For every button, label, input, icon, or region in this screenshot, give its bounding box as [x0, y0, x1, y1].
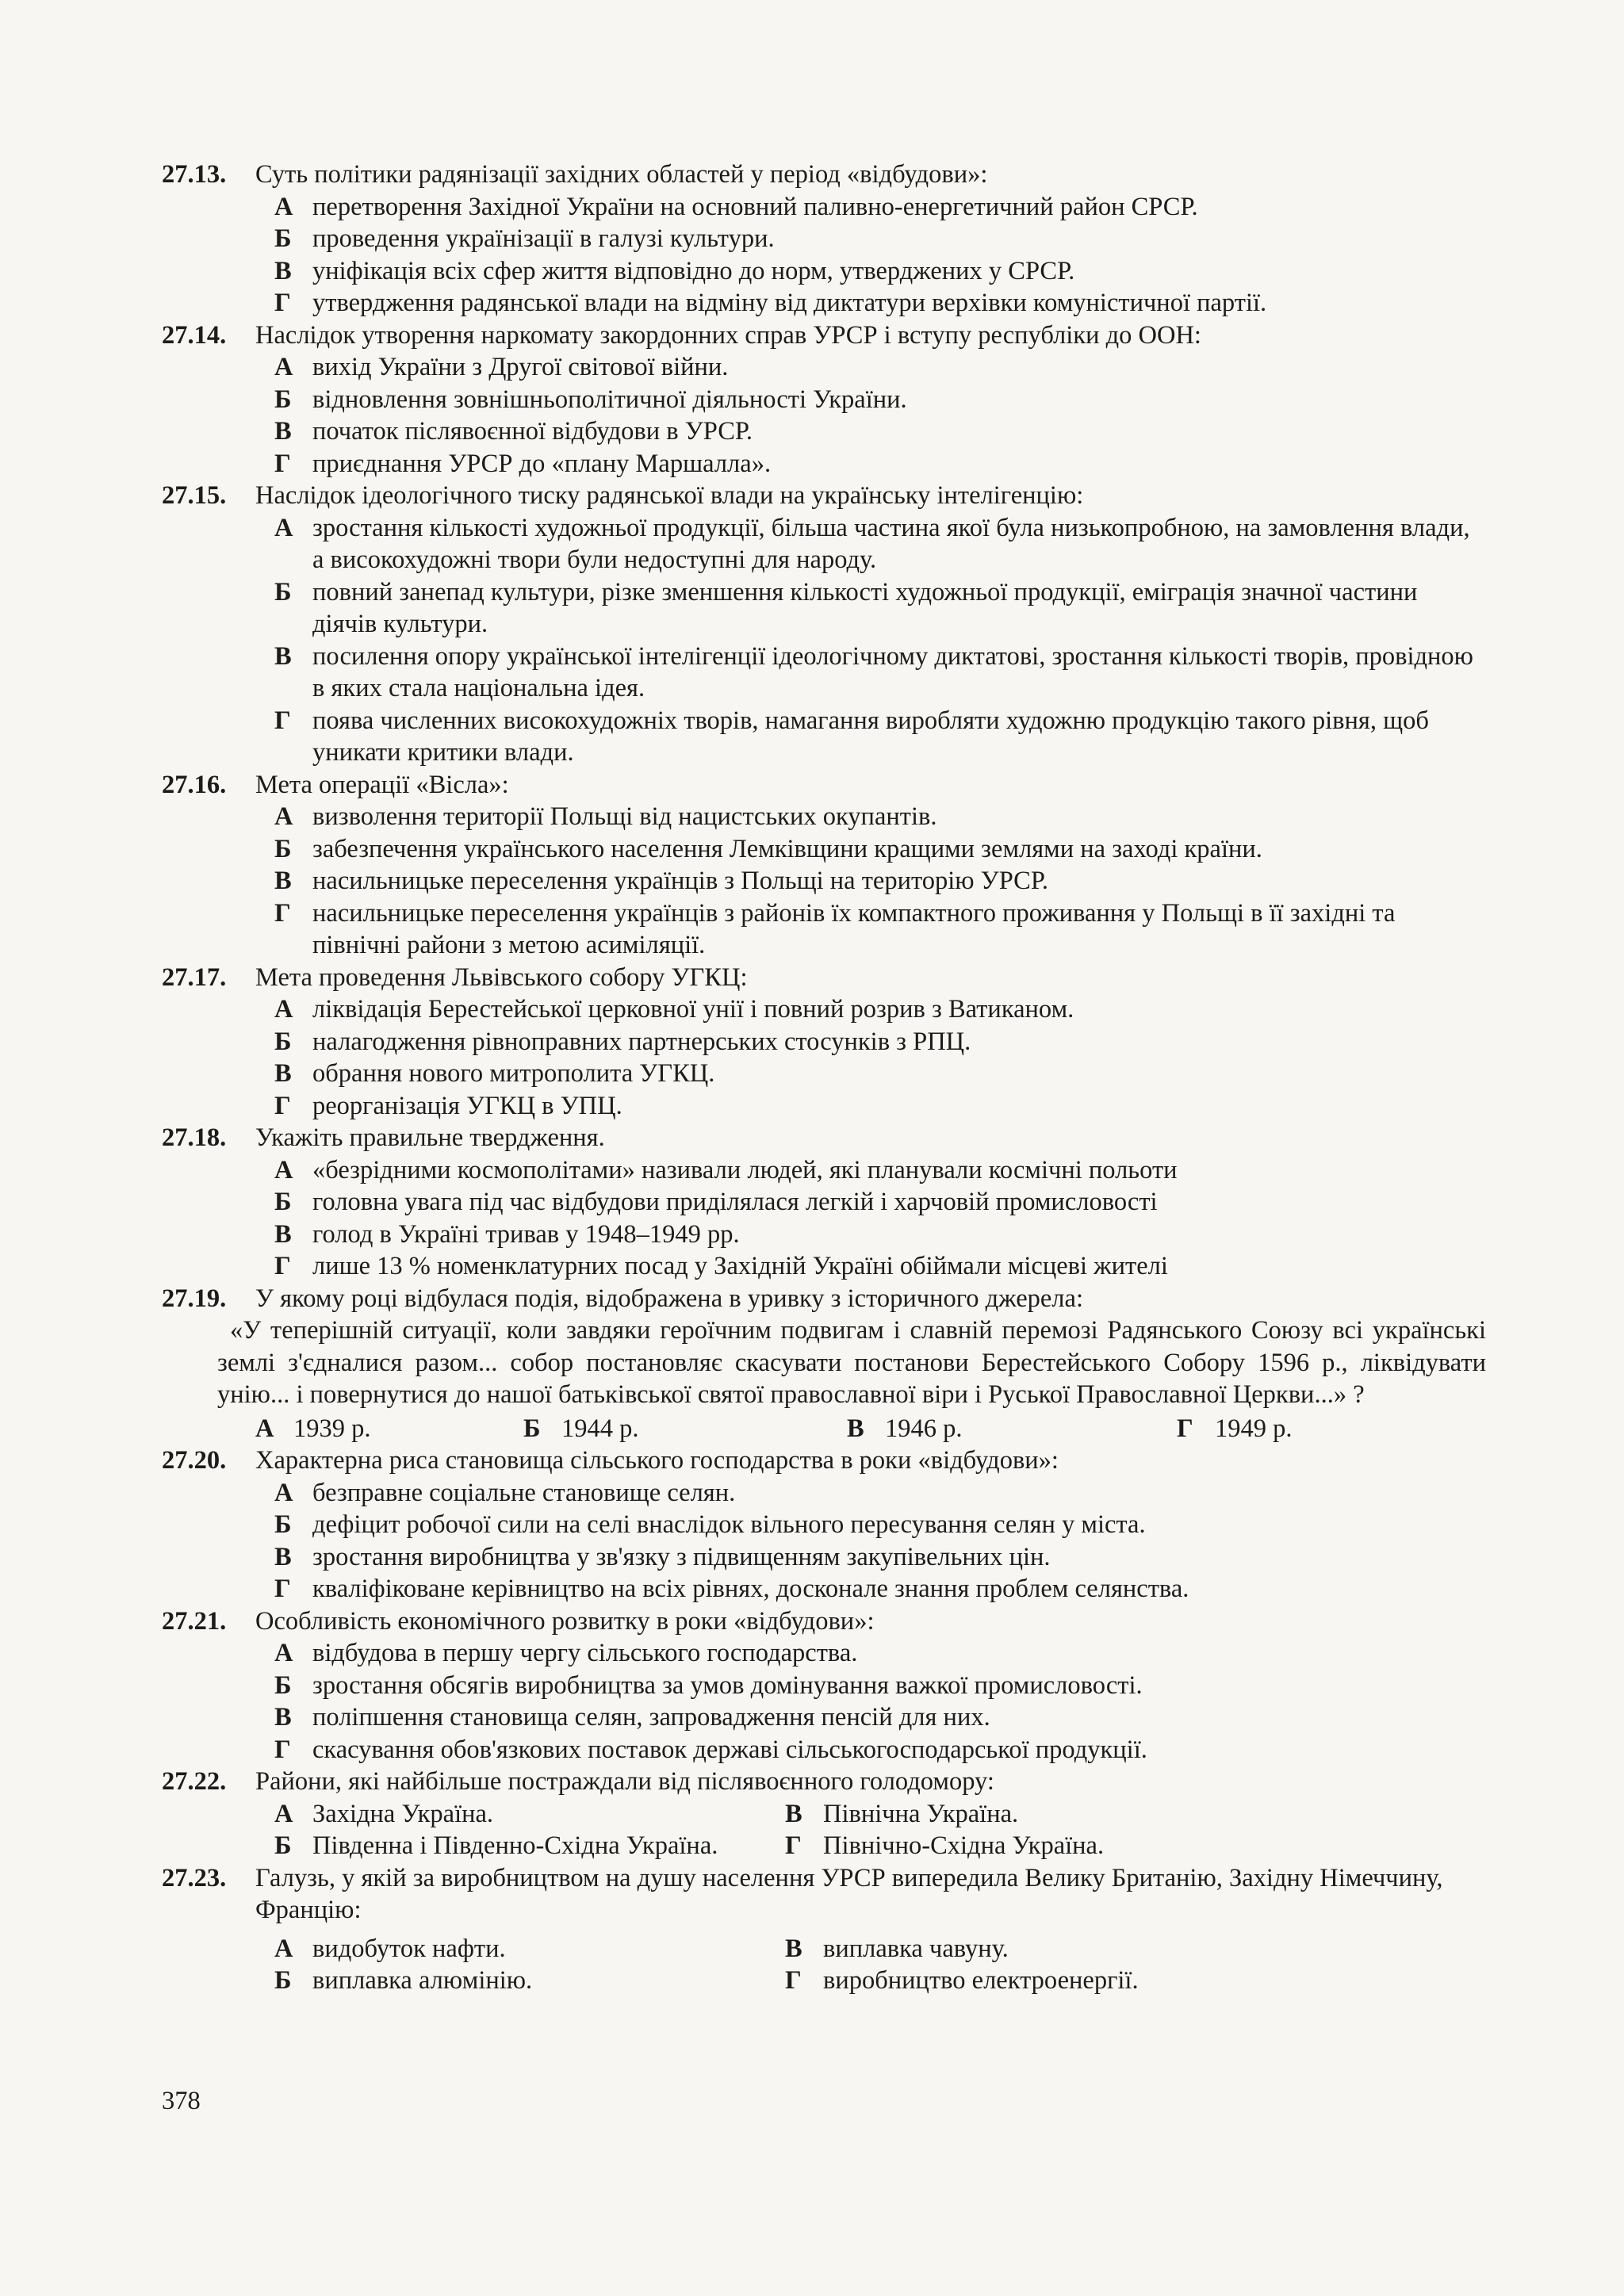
question-block [162, 320, 1486, 480]
option-letter: А [274, 513, 293, 542]
option-letter: В [274, 1219, 292, 1249]
option-letter: Б [274, 577, 292, 607]
answer-option [255, 1509, 1486, 1541]
option-text: відновлення зовнішньополітичної діяльності України. [312, 385, 907, 414]
question-line [162, 480, 1486, 512]
question-list [162, 1445, 1486, 1766]
option-letter: В [785, 1934, 802, 1963]
option-letter: Б [274, 224, 292, 253]
option-text: виплавка алюмінію. [312, 1966, 533, 1995]
option-letter: Г [785, 1831, 802, 1860]
question-27-19 [162, 1283, 1486, 1445]
option-letter: Г [274, 449, 291, 478]
answer-option [255, 1734, 1486, 1766]
answer-option [785, 1830, 1104, 1862]
option-text: 1949 р. [1215, 1414, 1293, 1443]
question-line [162, 1122, 1486, 1154]
option-text: насильницьке переселення українців з районів їх компактного проживання у Польщі в її західні та північні райони з метою асиміляції. [312, 898, 1396, 959]
option-letter: Б [523, 1414, 541, 1443]
answer-option [255, 1219, 1486, 1251]
option-text: відбудова в першу чергу сільського господарства. [312, 1639, 858, 1667]
answer-option [255, 576, 1486, 641]
answer-option [523, 1413, 847, 1445]
option-letter: А [274, 1478, 293, 1507]
option-letter: Г [274, 1575, 291, 1603]
question-line [162, 962, 1486, 994]
option-text: насильницьке переселення українців з Польщі на територію УРСР. [312, 867, 1048, 895]
option-text: 1944 р. [561, 1414, 639, 1443]
question-27-22 [162, 1766, 1486, 1862]
option-text: головна увага під час відбудови приділялася легкій і харчовій промисловості [312, 1188, 1158, 1216]
page-content [162, 159, 1486, 1997]
option-text: кваліфіковане керівництво на всіх рівнях, досконале знання проблем селянства. [312, 1575, 1189, 1603]
question-text: У якому році відбулася подія, відображена в уривку з історичного джерела: [255, 1284, 1083, 1313]
option-letter: А [274, 1799, 293, 1828]
answer-option [274, 1965, 785, 1997]
answer-option [255, 1701, 1486, 1734]
option-letter: Б [274, 1188, 292, 1216]
question-block [162, 1122, 1486, 1283]
question-line [162, 1445, 1486, 1477]
option-letter: В [274, 256, 292, 285]
option-letter: Г [274, 1252, 291, 1280]
question-text: Укажіть правильне твердження. [255, 1123, 605, 1152]
answer-row [255, 1830, 1486, 1862]
answer-option [785, 1965, 1139, 1997]
option-text: утвердження радянської влади на відміну від диктатури верхівки комуністичної партії. [312, 289, 1267, 317]
answer-option [255, 1058, 1486, 1090]
option-text: голод в Україні тривав у 1948–1949 рр. [312, 1219, 740, 1249]
answer-option [255, 351, 1486, 384]
option-letter: Г [274, 1091, 291, 1120]
option-letter: В [785, 1799, 802, 1828]
question-block [162, 769, 1486, 962]
option-letter: А [274, 802, 293, 831]
option-text: Південна і Південно-Східна Україна. [312, 1831, 718, 1860]
answer-option [274, 1798, 785, 1831]
answer-option [274, 1933, 785, 1965]
question-line [162, 159, 1486, 191]
option-text: 1939 р. [293, 1414, 371, 1443]
question-number: 27.15. [162, 481, 227, 510]
question-27-23 [162, 1862, 1486, 1997]
answer-row [255, 1413, 1486, 1445]
answer-option [255, 191, 1486, 224]
option-text: реорганізація УГКЦ в УПЦ. [312, 1091, 622, 1120]
option-letter: В [274, 641, 292, 671]
question-text: Райони, які найбільше постраждали від післявоєнного голодомору: [255, 1767, 994, 1796]
option-letter: Г [785, 1966, 802, 1995]
option-text: «безрідними космополітами» називали людей, які планували космічні польоти [312, 1155, 1178, 1184]
question-number: 27.16. [162, 770, 227, 799]
option-letter: Б [274, 1670, 292, 1700]
question-list [162, 159, 1486, 1283]
option-text: дефіцит робочої сили на селі внаслідок вільного пересування селян у міста. [312, 1510, 1146, 1539]
question-number: 27.20. [162, 1446, 227, 1475]
option-letter: А [274, 353, 293, 381]
question-number: 27.21. [162, 1606, 227, 1636]
option-text: вихід України з Другої світової війни. [312, 353, 729, 381]
option-text: повний занепад культури, різке зменшення кількості художньої продукції, еміграція значної частини діячів культури. [312, 577, 1418, 638]
option-text: визволення території Польщі від нацистських окупантів. [312, 802, 937, 831]
answer-option [255, 448, 1486, 480]
question-block [162, 1605, 1486, 1766]
option-letter: Г [1177, 1414, 1193, 1443]
option-letter: А [274, 192, 293, 221]
answer-option [255, 384, 1486, 416]
option-text: виробництво електроенергії. [823, 1966, 1139, 1995]
option-letter: В [274, 1703, 292, 1732]
option-text: забезпечення українського населення Лемківщини кращими землями на заході країни. [312, 834, 1262, 863]
option-letter: Г [274, 289, 291, 317]
answer-option [255, 833, 1486, 866]
answer-option [255, 1413, 523, 1445]
option-letter: Б [274, 385, 292, 414]
question-block [162, 159, 1486, 320]
option-letter: Б [274, 1966, 292, 1995]
option-letter: Г [274, 706, 291, 735]
option-text: налагодження рівноправних партнерських стосунків з РПЦ. [312, 1027, 971, 1056]
option-letter: А [255, 1414, 274, 1443]
option-text: зростання обсягів виробництва за умов домінування важкої промисловості. [312, 1670, 1143, 1700]
answer-option [255, 255, 1486, 288]
answer-row [255, 1798, 1486, 1831]
source-quote: «У теперішній ситуації, коли завдяки героїчним подвигам і славній перемозі Радянського Союзу всі українські землі з'єдналися разом... собор постановляє скасувати постанови Берестейського Собору 1596 р., ліквідувати унію... і повернутися до нашої батьківської святої православної віри і Руської Православної Церкви...» ? [217, 1316, 1486, 1409]
option-text: перетворення Західної України на основний паливно-енергетичний район СРСР. [312, 192, 1198, 221]
question-text: Галузь, у якій за виробництвом на душу населення УРСР випередила Велику Британію, Західну Німеччину, Францію: [255, 1863, 1443, 1924]
option-text: Західна Україна. [312, 1799, 494, 1828]
option-text: початок післявоєнної відбудови в УРСР. [312, 417, 753, 446]
answer-option [274, 1830, 785, 1862]
answer-option [255, 1477, 1486, 1510]
answer-option [255, 641, 1486, 705]
question-block [162, 1445, 1486, 1605]
question-text: Мета проведення Львівського собору УГКЦ: [255, 962, 748, 992]
question-text: Наслідок ідеологічного тиску радянської влади на українську інтелігенцію: [255, 481, 1084, 510]
question-number: 27.19. [162, 1284, 227, 1313]
answer-option [255, 1154, 1486, 1187]
option-letter: А [274, 1155, 293, 1184]
option-text: виплавка чавуну. [823, 1934, 1009, 1963]
option-text: Північно-Східна Україна. [823, 1831, 1105, 1860]
answer-option [255, 1637, 1486, 1670]
answer-option [255, 897, 1486, 962]
page-number: 378 [162, 2087, 201, 2115]
answer-option [255, 993, 1486, 1026]
option-text: ліквідація Берестейської церковної унії і повний розрив з Ватиканом. [312, 995, 1074, 1024]
question-line [162, 769, 1486, 802]
question-block [162, 962, 1486, 1123]
option-letter: Г [274, 1735, 291, 1764]
option-letter: В [274, 1059, 292, 1088]
option-letter: А [274, 995, 293, 1024]
option-letter: В [274, 417, 292, 446]
option-letter: Г [274, 898, 291, 928]
answer-option [255, 801, 1486, 833]
answer-option [847, 1413, 1177, 1445]
option-letter: Б [274, 834, 292, 863]
answer-option [255, 223, 1486, 255]
question-number: 27.22. [162, 1767, 227, 1796]
option-letter: А [274, 1934, 293, 1963]
answer-option [255, 1541, 1486, 1574]
option-letter: Б [274, 1027, 292, 1056]
answer-option [785, 1798, 1018, 1831]
option-text: приєднання УРСР до «плану Маршалла». [312, 449, 772, 478]
option-text: видобуток нафти. [312, 1934, 506, 1963]
option-text: зростання кількості художньої продукції, більша частина якої була низькопробною, на замовлення влади, а високохудожні твори були недоступні для народу. [312, 513, 1470, 574]
answer-option [255, 287, 1486, 320]
question-number: 27.23. [162, 1863, 227, 1892]
option-text: уніфікація всіх сфер життя відповідно до норм, утверджених у СРСР. [312, 256, 1075, 285]
question-text: Особливість економічного розвитку в роки «відбудови»: [255, 1606, 875, 1636]
option-letter: Б [274, 1510, 292, 1539]
question-number: 27.14. [162, 320, 227, 350]
option-letter: В [274, 1542, 292, 1571]
option-text: 1946 р. [885, 1414, 963, 1443]
answer-row [255, 1965, 1486, 1997]
question-text: Характерна риса становища сільського господарства в роки «відбудови»: [255, 1446, 1059, 1475]
question-block [162, 480, 1486, 769]
option-text: Північна Україна. [823, 1799, 1019, 1828]
option-text: лише 13 % номенклатурних посад у Західній Україні обіймали місцеві жителі [312, 1252, 1168, 1280]
question-line [162, 1766, 1486, 1798]
answer-option [255, 1186, 1486, 1219]
question-number: 27.17. [162, 962, 227, 992]
answer-option [255, 415, 1486, 448]
question-text: Мета операції «Вісла»: [255, 770, 509, 799]
option-text: посилення опору української інтелігенції ідеологічному диктатові, зростання кількості творів, провідною в яких стала національна ідея. [312, 641, 1473, 702]
answer-option [255, 865, 1486, 897]
question-text: Наслідок утворення наркомату закордонних справ УРСР і вступу республіки до ООН: [255, 320, 1201, 350]
answer-option [255, 1026, 1486, 1058]
option-letter: А [274, 1639, 293, 1667]
answer-option [785, 1933, 1009, 1965]
question-number: 27.13. [162, 160, 227, 189]
option-text: поява численних високохудожніх творів, намагання виробляти художню продукцію такого рівня, щоб уникати критики влади. [312, 706, 1429, 767]
option-letter: Б [274, 1831, 292, 1860]
option-text: зростання виробництва у зв'язку з підвищенням закупівельних цін. [312, 1542, 1051, 1571]
question-number: 27.18. [162, 1123, 227, 1152]
option-letter: В [274, 867, 292, 895]
option-letter: В [847, 1414, 864, 1443]
option-text: проведення українізації в галузі культури. [312, 224, 775, 253]
answer-option [255, 1090, 1486, 1123]
question-line [162, 320, 1486, 352]
answer-option [255, 1573, 1486, 1605]
answer-option [255, 1670, 1486, 1702]
question-text: Суть політики радянізації західних областей у період «відбудови»: [255, 160, 988, 189]
answer-option [255, 705, 1486, 769]
answer-row [255, 1933, 1486, 1965]
question-line [162, 1283, 1486, 1315]
option-text: поліпшення становища селян, запровадження пенсій для них. [312, 1703, 990, 1732]
question-line [162, 1862, 1486, 1927]
option-text: обрання нового митрополита УГКЦ. [312, 1059, 715, 1088]
answer-option [255, 512, 1486, 576]
option-text: безправне соціальне становище селян. [312, 1478, 736, 1507]
option-text: скасування обов'язкових поставок державі сільськогосподарської продукції. [312, 1735, 1147, 1764]
question-line [162, 1605, 1486, 1638]
answer-option [255, 1250, 1486, 1283]
answer-option [1177, 1413, 1293, 1445]
